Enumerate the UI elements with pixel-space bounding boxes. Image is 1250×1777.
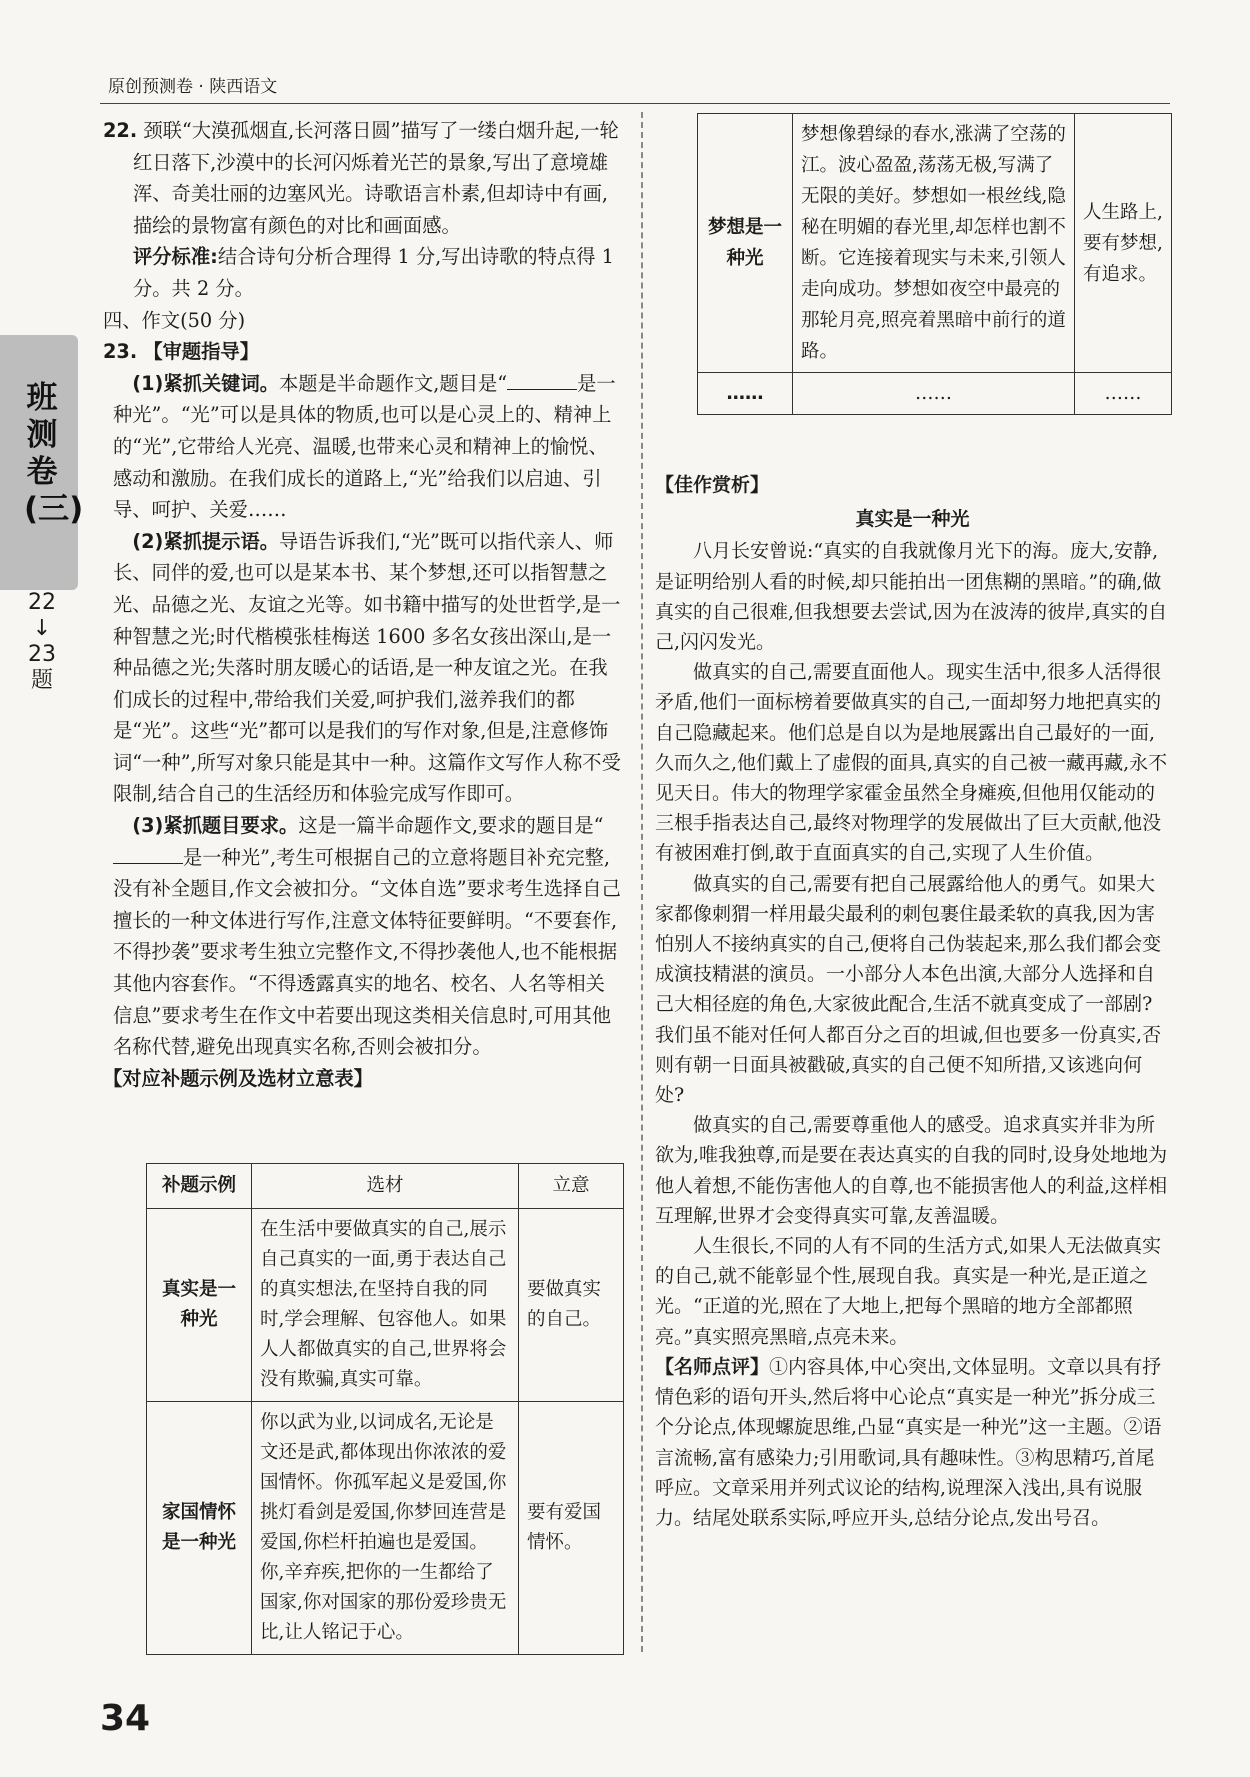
left-column <box>103 115 623 1094</box>
table-header: 选材 <box>252 1164 519 1209</box>
topic-table-right <box>697 113 1172 415</box>
table-row <box>698 373 1172 415</box>
row-idea: 人生路上,要有梦想,有追求。 <box>1075 114 1172 373</box>
table-header: 立意 <box>519 1164 624 1209</box>
q23-number: 23. <box>103 340 138 364</box>
header-title: 原创预测卷 · 陕西语文 <box>108 77 278 97</box>
row-title: 真实是一种光 <box>147 1209 252 1402</box>
side-question-range <box>24 590 60 694</box>
column-divider <box>641 112 643 1652</box>
arrow-down-icon: ↓ <box>32 616 52 641</box>
table-row <box>147 1209 624 1402</box>
q22-text: 颈联“大漠孤烟直,长河落日圆”描写了一缕白烟升起,一轮红日落下,沙漠中的长河闪烁着光芒的景象,写出了意境雄浑、奇美壮丽的边塞风光。诗歌语言朴素,但却诗中有画,描绘的景物富有颜色的对比和画面感。 <box>133 119 619 237</box>
row-title: …… <box>698 373 793 415</box>
row-material: 在生活中要做真实的自己,展示自己真实的一面,勇于表达自己的真实想法,在坚持自我的同时,学会理解、包容他人。如果人人都做真实的自己,世界将会没有欺骗,真实可靠。 <box>252 1209 519 1402</box>
table-label-text: 【对应补题示例及选材立意表】 <box>103 1066 373 1090</box>
point3-label: (3)紧抓题目要求。 <box>132 814 299 838</box>
point2-text: 导语告诉我们,“光”既可以指代亲人、师长、同伴的爱,也可以是某本书、某个梦想,还可以指智慧之光、品德之光、友谊之光等。如书籍中描写的处世哲学,是一种智慧之光;时代楷模张桂梅送 1600 多名女孩出深山,是一种品德之光;失落时朋友暖心的话语,是一种友谊之光。在我们成长的过程中,带给我们关爱,呵护我们,滋养我们的都是“光”。这些“光”都可以是我们的写作对象,但是,注意修饰词“一种”,所写对象只能是其中一种。这篇作文写作人称不受限制,结合自己的生活经历和体验完成写作即可。 <box>113 529 621 806</box>
essay-label <box>655 470 1170 500</box>
section4-title: 四、作文(50 分) <box>103 308 246 332</box>
q22-answer <box>103 115 623 241</box>
range-suffix: 题 <box>30 668 53 693</box>
side-tab-label: 班测卷(三) <box>24 380 84 527</box>
right-column <box>655 470 1170 1533</box>
range-top: 22 <box>28 590 56 615</box>
point1-text-a: 本题是半命题作文,题目是“ <box>279 371 508 395</box>
essay-title: 真实是一种光 <box>855 508 970 531</box>
q23-point1 <box>103 368 623 526</box>
comment-text: ①内容具体,中心突出,文体显明。文章以具有抒情色彩的语句开头,然后将中心论点“真实是一种光”拆分成三个分论点,体现螺旋思维,凸显“真实是一种光”这一主题。②语言流畅,富有感染力;引用歌词,具有趣味性。③构思精巧,首尾呼应。文章采用并列式议论的结构,说理深入浅出,具有说服力。结尾处联系实际,呼应开头,总结分论点,发出号召。 <box>655 1355 1162 1529</box>
page-number: 34 <box>100 1698 151 1739</box>
row-material: 梦想像碧绿的春水,涨满了空荡的江。波心盈盈,荡荡无极,写满了无限的美好。梦想如一根丝线,隐秘在明媚的春光里,却怎样也割不断。它连接着现实与未来,引领人走向成功。梦想如夜空中最亮的那轮月亮,照亮着黑暗中前行的道路。 <box>793 114 1075 373</box>
comment-label: 【名师点评】 <box>655 1355 770 1378</box>
guide-label: 【审题指导】 <box>143 340 259 364</box>
fill-blank <box>113 845 183 864</box>
teacher-comment <box>655 1352 1170 1533</box>
row-idea: 要做真实的自己。 <box>519 1209 624 1402</box>
q23-guide <box>103 336 623 368</box>
table-header: 补题示例 <box>147 1164 252 1209</box>
q23-point3 <box>103 810 623 1063</box>
q22-scoring <box>103 241 623 304</box>
row-title: 梦想是一种光 <box>698 114 793 373</box>
row-title: 家国情怀是一种光 <box>147 1402 252 1655</box>
point3-text-a: 这是一篇半命题作文,要求的题目是“ <box>298 814 604 838</box>
essay-paragraph: 做真实的自己,需要直面他人。现实生活中,很多人活得很矛盾,他们一面标榜着要做真实的自己,一面却努力地把真实的自己隐藏起来。他们总是自以为是地展露出自己最好的一面,久而久之,他们戴上了虚假的面具,真实的自己被一藏再藏,永不见天日。伟大的物理学家霍金虽然全身瘫痪,但他用仅能动的三根手指表达自己,最终对物理学的发展做出了巨大贡献,他没有被困难打倒,敢于直面真实的自己,实现了人生价值。 <box>655 661 1168 865</box>
scoring-label: 评分标准: <box>133 245 218 269</box>
topic-table-left <box>146 1163 624 1655</box>
essay-paragraph: 做真实的自己,需要有把自己展露给他人的勇气。如果大家都像刺猬一样用最尖最利的刺包裹住最柔软的真我,因为害怕别人不接纳真实的自己,便将自己伪装起来,那么我们都会变成演技精湛的演员。一小部分人本色出演,大部分人选择和自己大相径庭的角色,大家彼此配合,生活不就真变成了一部剧?我们虽不能对任何人都百分之百的坦诚,但也要多一份真实,否则有朝一日面具被戳破,真实的自己便不知所措,又该逃向何处? <box>655 872 1162 1107</box>
table-row <box>698 114 1172 373</box>
fill-blank <box>507 371 577 390</box>
range-bottom: 23 <box>28 642 56 667</box>
row-material: …… <box>793 373 1075 415</box>
point1-text-b: 是一种光”。“光”可以是具体的物质,也可以是心灵上的、精神上的“光”,它带给人光亮、温暖,也带来心灵和精神上的愉悦、感动和激励。在我们成长的道路上,“光”给我们以启迪、引导、呵护、关爱…… <box>113 371 616 522</box>
point3-text-b: 是一种光”,考生可根据自己的立意将题目补充完整,没有补全题目,作文会被扣分。“文体自选”要求考生选择自己擅长的一种文体进行写作,注意文体特征要鲜明。“不要套作,不得抄袭”要求考生独立完整作文,不得抄袭他人,也不能根据其他内容套作。“不得透露真实的地名、校名、人名等相关信息”要求考生在作文中若要出现这类相关信息时,可用其他名称代替,避免出现真实名称,否则会被扣分。 <box>113 845 621 1059</box>
essay-paragraph: 八月长安曾说:“真实的自我就像月光下的海。庞大,安静,是证明给别人看的时候,却只能拍出一团焦糊的黑暗。”的确,做真实的自己很难,但我想要去尝试,因为在波涛的彼岸,真实的自己,闪闪发光。 <box>655 540 1168 654</box>
table-label <box>103 1063 623 1095</box>
essay-paragraph: 人生很长,不同的人有不同的生活方式,如果人无法做真实的自己,就不能彰显个性,展现自我。真实是一种光,是正道之光。“正道的光,照在了大地上,把每个黑暗的地方全部都照亮。”真实照亮黑暗,点亮未来。 <box>655 1235 1162 1348</box>
q23-point2 <box>103 526 623 810</box>
table-header-row <box>147 1164 624 1209</box>
table-row <box>147 1402 624 1655</box>
essay-paragraph: 做真实的自己,需要尊重他人的感受。追求真实并非为所欲为,唯我独尊,而是要在表达真实的自我的同时,设身处地地为他人着想,不能伤害他人的自尊,也不能损害他人的利益,这样相互理解,世界才会变得真实可靠,友善温暖。 <box>655 1114 1168 1227</box>
q22-number: 22. <box>103 119 138 142</box>
header-rule <box>100 103 1170 104</box>
point1-label: (1)紧抓关键词。 <box>132 371 280 395</box>
essay-label-text: 【佳作赏析】 <box>655 474 770 496</box>
row-material: 你以武为业,以词成名,无论是文还是武,都体现出你浓浓的爱国情怀。你孤军起义是爱国,你挑灯看剑是爱国,你梦回连营是爱国,你栏杆拍遍也是爱国。你,辛弃疾,把你的一生都给了国家,你对国家的那份爱珍贵无比,让人铭记于心。 <box>252 1402 519 1655</box>
point2-label: (2)紧抓提示语。 <box>132 529 280 553</box>
scoring-text: 结合诗句分析合理得 1 分,写出诗歌的特点得 1 分。共 2 分。 <box>133 245 614 300</box>
row-idea: …… <box>1075 373 1172 415</box>
row-idea: 要有爱国情怀。 <box>519 1402 624 1655</box>
